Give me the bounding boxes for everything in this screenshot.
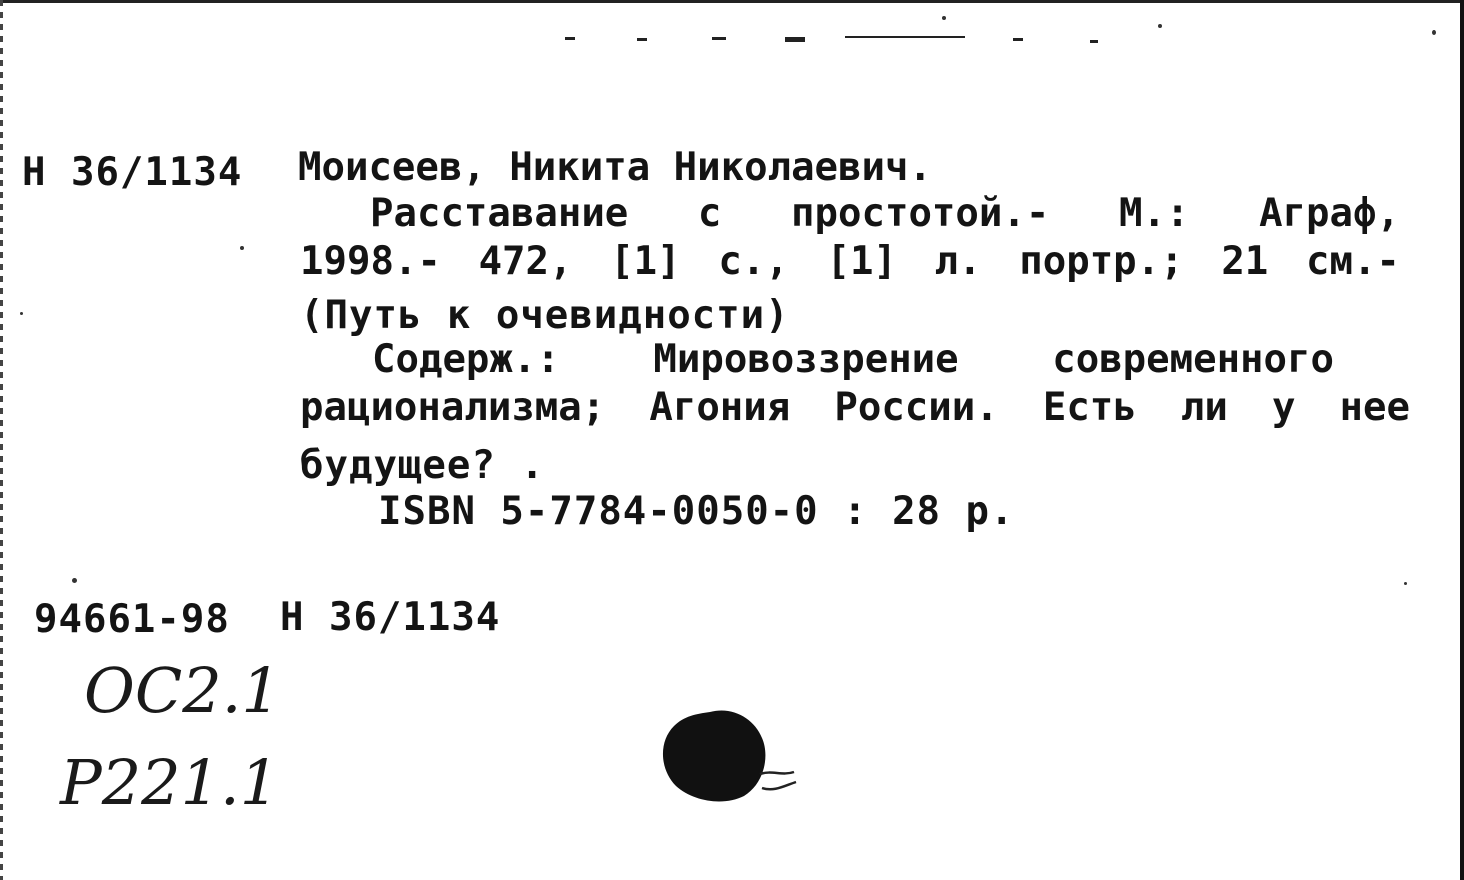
scan-artifact xyxy=(1013,38,1023,41)
publication-word: 1998.- xyxy=(300,239,441,284)
scan-artifact xyxy=(942,16,946,20)
publication-word: с., xyxy=(718,239,789,284)
contents-word: России. xyxy=(834,385,999,430)
call-number: Н 36/1134 xyxy=(22,150,243,195)
series-note: (Путь к очевидности) xyxy=(300,293,790,338)
scan-artifact xyxy=(240,246,244,250)
publication-word: 21 xyxy=(1221,239,1269,284)
contents-word: Агония xyxy=(649,385,791,430)
title-word: М.: xyxy=(1118,191,1190,236)
publication-line xyxy=(300,239,1400,284)
scan-artifact xyxy=(845,36,965,38)
contents-word: Содерж.: xyxy=(372,337,560,382)
card-left-edge xyxy=(0,0,3,880)
scan-artifact xyxy=(1404,582,1407,585)
publication-word: л. xyxy=(934,239,982,284)
contents-word: Мировоззрение xyxy=(653,337,959,382)
punched-hole-mark xyxy=(650,700,810,810)
handwritten-classification-1: ОС2.1 xyxy=(84,654,281,727)
publication-word: [1] xyxy=(826,239,897,284)
title-word: простотой.- xyxy=(791,191,1050,236)
publication-word: см.- xyxy=(1305,239,1400,284)
punched-hole-blot xyxy=(663,710,765,801)
scan-artifact xyxy=(785,37,805,42)
publication-word: [1] xyxy=(610,239,681,284)
scan-artifact xyxy=(20,312,23,315)
isbn-price: ISBN 5-7784-0050-0 : 28 р. xyxy=(378,489,1015,534)
publication-word: портр.; xyxy=(1019,239,1184,284)
scan-artifact xyxy=(1158,24,1162,28)
title-line xyxy=(370,191,1400,236)
card-right-edge xyxy=(1460,0,1464,880)
title-word: Расставание xyxy=(370,191,629,236)
contents-word: ли xyxy=(1180,385,1228,430)
contents-word: у xyxy=(1271,385,1296,430)
scan-artifact xyxy=(712,37,726,40)
handwritten-classification-2: Р221.1 xyxy=(60,746,280,819)
title-word: Аграф, xyxy=(1259,191,1400,236)
scan-artifact xyxy=(1432,30,1436,35)
inventory-number: 94661-98 xyxy=(34,597,230,642)
scan-artifact xyxy=(1090,40,1098,43)
contents-line-3: будущее? . xyxy=(300,443,545,488)
contents-line-2 xyxy=(300,385,1410,430)
contents-word: современного xyxy=(1052,337,1334,382)
scan-artifact xyxy=(565,37,575,40)
contents-word: рационализма; xyxy=(300,385,606,430)
inventory-call-number: Н 36/1134 xyxy=(280,595,501,640)
punched-hole-tail xyxy=(760,772,796,789)
title-word: с xyxy=(697,191,722,236)
contents-word: нее xyxy=(1339,385,1410,430)
contents-line-1 xyxy=(372,337,1334,382)
author-heading: Моисеев, Никита Николаевич. xyxy=(298,145,932,190)
scan-artifact xyxy=(637,38,647,41)
scan-artifact xyxy=(72,578,77,583)
contents-word: Есть xyxy=(1042,385,1137,430)
publication-word: 472, xyxy=(478,239,573,284)
card-top-edge xyxy=(0,0,1464,3)
